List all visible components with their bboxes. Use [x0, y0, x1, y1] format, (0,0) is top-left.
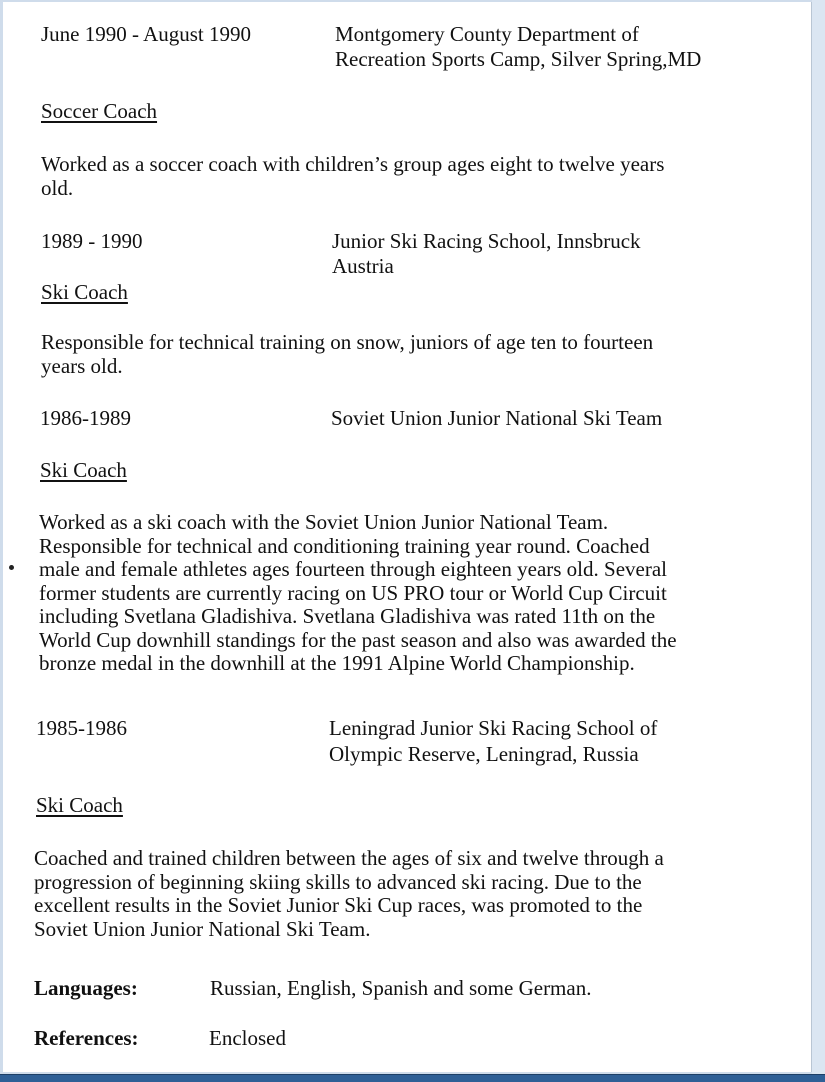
entry1-dates: June 1990 - August 1990 — [41, 22, 251, 46]
references-value: Enclosed — [209, 1026, 286, 1050]
entry1-org-line2: Recreation Sports Camp, Silver Spring,MD — [335, 47, 702, 71]
entry4-description: Coached and trained children between the ages of six and twelve through a progression of beginning skiing skills to advanced ski racing. Due to the excellent results in the Soviet Junior Ski Cup races, was promoted to the Soviet Union Junior National Ski Team. — [34, 846, 664, 941]
entry4-org-line1: Leningrad Junior Ski Racing School of — [329, 716, 658, 740]
document-page — [3, 2, 812, 1072]
entry2-org-line2: Austria — [332, 254, 394, 278]
entry4-org-line2: Olympic Reserve, Leningrad, Russia — [329, 742, 639, 766]
references-label: References: — [34, 1026, 139, 1050]
entry2-title: Ski Coach — [41, 280, 128, 304]
scrollbar-track[interactable] — [812, 0, 825, 1074]
entry2-org-line1: Junior Ski Racing School, Innsbruck — [332, 229, 641, 253]
entry2-dates: 1989 - 1990 — [41, 229, 143, 253]
entry2-description: Responsible for technical training on snow, juniors of age ten to fourteen years old. — [41, 330, 654, 378]
entry4-title: Ski Coach — [36, 793, 123, 817]
entry3-org-line1: Soviet Union Junior National Ski Team — [331, 406, 663, 430]
entry3-description: Worked as a ski coach with the Soviet Union Junior National Team. Responsible for technical and conditioning training year round. Coached male and female athletes ages fourteen through eighteen years old. Several former students are currently racing on US PRO tour or World Cup Circuit including Svetlana Gladishiva. Svetlana Gladishiva was rated 11th on the World Cup downhill standings for the past season and also was awarded the bronze medal in the downhill at the 1991 Alpine World Championship. — [39, 510, 677, 675]
languages-value: Russian, English, Spanish and some German. — [210, 976, 592, 1000]
entry4-dates: 1985-1986 — [36, 716, 127, 740]
scan-speck — [9, 565, 14, 570]
entry1-org-line1: Montgomery County Department of — [335, 22, 639, 46]
entry3-dates: 1986-1989 — [40, 406, 131, 430]
entry1-title: Soccer Coach — [41, 99, 158, 123]
languages-label: Languages: — [34, 976, 138, 1000]
entry3-title: Ski Coach — [40, 458, 127, 482]
entry1-description: Worked as a soccer coach with children’s group ages eight to twelve years old. — [41, 152, 665, 200]
